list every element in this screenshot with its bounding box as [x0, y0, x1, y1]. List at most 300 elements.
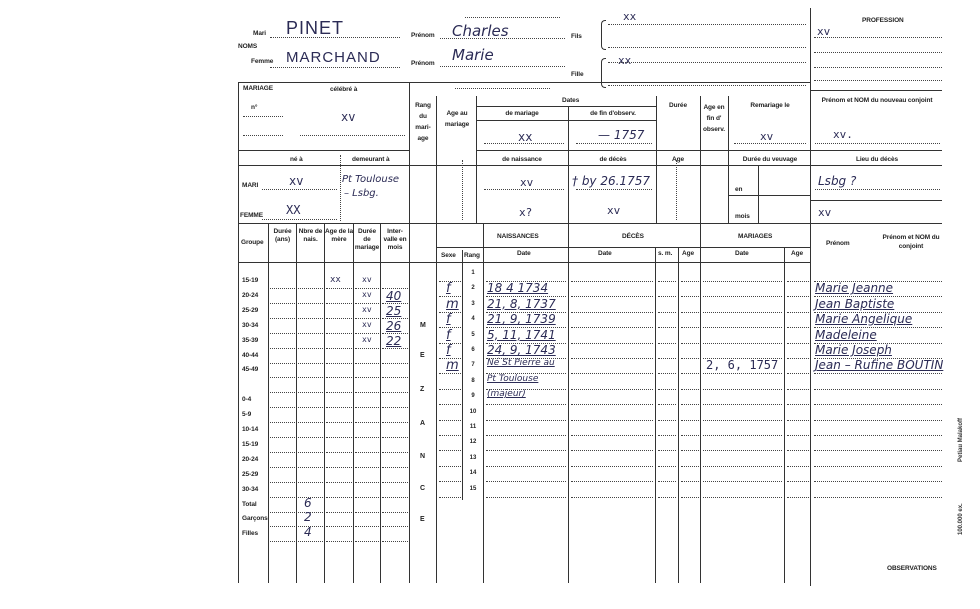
groupe-cell: 20-24: [242, 291, 259, 299]
femme-nom: MARCHAND: [286, 49, 381, 66]
sm-label: s. m.: [658, 250, 673, 257]
duree-mariage-cell: xv: [362, 289, 372, 299]
demeurant-label: demeurant à: [352, 156, 390, 163]
age-fin-label: Age en fin d' observ.: [703, 104, 725, 133]
row-rule: [326, 392, 352, 393]
mari-prenom-label: Prénom: [411, 32, 435, 39]
printer-text: Petiau Malakoff: [958, 417, 964, 462]
copies-text: 100.000 ex.: [958, 503, 964, 535]
row-rule: [658, 497, 676, 498]
row-rule: [658, 281, 676, 282]
row-rule: [326, 497, 352, 498]
row-rule: [326, 363, 352, 364]
de-mariage-label: de mariage: [505, 110, 539, 117]
naissance-cell: Né St Pierre au: [487, 358, 555, 369]
row-rule: [382, 407, 408, 408]
prenom-col-label: Prénom: [826, 240, 850, 247]
row-rule: [298, 288, 323, 289]
row-rule: [326, 318, 352, 319]
row-rule: [298, 363, 323, 364]
femme-prenom-label: Prénom: [411, 60, 435, 67]
date-mariage-value: xx: [518, 130, 533, 144]
row-rule: [326, 333, 352, 334]
row-rule: [298, 392, 323, 393]
groupe-cell: 25-29: [242, 306, 259, 314]
row-rule: [814, 373, 942, 374]
row-rule: [658, 358, 676, 359]
row-rule: [703, 420, 782, 421]
profession-value: xv: [817, 25, 831, 38]
femme-ne-value: XX: [286, 203, 301, 217]
observations-label: OBSERVATIONS: [887, 565, 937, 572]
row-rule: [270, 363, 295, 364]
rang-cell: 8: [471, 377, 475, 384]
groupe-cell: Garçons: [242, 515, 268, 523]
femme-deces-value: xv: [607, 204, 621, 217]
row-rule: [787, 327, 809, 328]
naissance-cell: 21, 8, 1737: [487, 296, 556, 311]
age-mere-cell: xx: [330, 275, 341, 285]
row-rule: [439, 373, 461, 374]
mariages-date-label: Date: [735, 250, 749, 257]
row-rule: [382, 392, 408, 393]
intervalle-cell: 25: [386, 303, 402, 318]
row-rule: [355, 526, 379, 527]
row-rule: [270, 467, 295, 468]
duree-mariage-cell: xv: [362, 319, 372, 329]
row-rule: [326, 512, 352, 513]
lieu-deces-label: Lieu du décès: [855, 156, 899, 163]
nbre-nais-label: Nbre de nais.: [298, 228, 323, 243]
row-rule: [703, 327, 782, 328]
side-letter: A: [420, 420, 425, 427]
fils-label: Fils: [571, 33, 582, 40]
row-rule: [382, 541, 408, 542]
row-rule: [486, 466, 566, 467]
row-rule: [355, 497, 379, 498]
row-rule: [382, 512, 408, 513]
row-rule: [681, 435, 699, 436]
row-rule: [382, 452, 408, 453]
row-rule: [382, 348, 408, 349]
mari-demeurant-value: Pt Toulouse: [342, 174, 400, 185]
row-rule: [270, 437, 295, 438]
prenom-cell: Jean Baptiste: [815, 296, 895, 311]
row-rule: [703, 466, 782, 467]
naissance-cell: Pt Toulouse: [487, 373, 539, 384]
row-rule: [703, 481, 782, 482]
row-rule: [703, 404, 782, 405]
sexe-label: Sexe: [441, 252, 456, 259]
row-rule: [298, 303, 323, 304]
row-rule: [787, 389, 809, 390]
rang-cell: 12: [469, 439, 477, 446]
row-rule: [326, 437, 352, 438]
row-rule: [439, 450, 461, 451]
row-rule: [658, 404, 676, 405]
row-rule: [439, 481, 461, 482]
prenom-cell: Marie Jeanne: [815, 281, 894, 296]
row-rule: [658, 420, 676, 421]
rang-cell: 7: [471, 362, 475, 369]
row-rule: [571, 343, 653, 344]
deces-date-label: Date: [598, 250, 612, 257]
row-rule: [571, 420, 653, 421]
row-rule: [355, 288, 379, 289]
naissance-cell: 21, 9, 1739: [487, 312, 556, 327]
row-rule: [681, 358, 699, 359]
duree-mariage-cell: xv: [362, 275, 372, 284]
dates-label: Dates: [562, 97, 580, 104]
row-rule: [355, 303, 379, 304]
row-rule: [355, 363, 379, 364]
age-mere-label: Age de la mère: [325, 228, 353, 243]
row-rule: [787, 312, 809, 313]
row-rule: [270, 497, 295, 498]
side-letter: E: [420, 516, 425, 523]
groupe-cell: 30-34: [242, 321, 259, 329]
row-rule: [298, 348, 323, 349]
row-rule: [571, 312, 653, 313]
row-rule: [703, 389, 782, 390]
row-rule: [382, 497, 408, 498]
row-rule: [658, 481, 676, 482]
row-rule: [787, 373, 809, 374]
row-rule: [814, 450, 942, 451]
row-rule: [814, 466, 942, 467]
rang-cell: 13: [469, 454, 477, 461]
row-rule: [298, 318, 323, 319]
rang-cell: 14: [469, 470, 477, 477]
ne-label: né à: [290, 156, 303, 163]
row-rule: [270, 422, 295, 423]
mari-deces-value: † by 26.1757: [572, 174, 650, 188]
duree-mariage-label: Durée de mariage: [354, 228, 380, 251]
row-rule: [298, 452, 323, 453]
row-rule: [355, 348, 379, 349]
row-rule: [658, 373, 676, 374]
row-rule: [571, 404, 653, 405]
sexe-cell: f: [446, 281, 451, 297]
row-rule: [486, 420, 566, 421]
intervalle-cell: 22: [386, 333, 402, 348]
row-rule: [326, 482, 352, 483]
row-rule: [355, 333, 379, 334]
row-rule: [326, 377, 352, 378]
row-rule: [326, 422, 352, 423]
row-rule: [439, 497, 461, 498]
row-rule: [787, 296, 809, 297]
row-rule: [787, 435, 809, 436]
row-rule: [439, 420, 461, 421]
row-rule: [355, 318, 379, 319]
row-rule: [658, 327, 676, 328]
row-rule: [681, 312, 699, 313]
prenom-cell: Madeleine: [815, 327, 877, 342]
row-rule: [486, 404, 566, 405]
row-rule: [326, 467, 352, 468]
row-rule: [270, 303, 295, 304]
row-rule: [787, 404, 809, 405]
side-letter: C: [420, 485, 425, 492]
sexe-cell: m: [446, 358, 459, 374]
age-col-label: Age: [672, 156, 684, 163]
duree-mariage-cell: xv: [362, 334, 372, 344]
femme-naissance-value: x?: [519, 206, 533, 219]
rang-label: Rang: [464, 252, 480, 259]
row-rule: [486, 450, 566, 451]
row-rule: [326, 452, 352, 453]
row-rule: [814, 404, 942, 405]
rang-cell: 6: [471, 347, 475, 353]
row-rule: [355, 437, 379, 438]
filles-value: 4: [304, 525, 312, 540]
rang-cell: 9: [471, 393, 475, 400]
row-rule: [270, 407, 295, 408]
row-rule: [703, 450, 782, 451]
row-rule: [681, 343, 699, 344]
row-rule: [814, 435, 942, 436]
row-rule: [658, 296, 676, 297]
row-rule: [787, 281, 809, 282]
row-rule: [486, 435, 566, 436]
groupe-cell: 5-9: [242, 411, 252, 419]
row-rule: [270, 333, 295, 334]
row-rule: [355, 422, 379, 423]
row-rule: [571, 327, 653, 328]
total-value: 6: [304, 495, 312, 510]
rang-cell: 11: [469, 424, 477, 430]
naissance-label: de naissance: [502, 156, 542, 163]
rang-mariage-label: Rang du mari- age: [415, 102, 431, 142]
de-fin-label: de fin d'observ.: [590, 110, 636, 117]
row-rule: [355, 512, 379, 513]
mois-label: mois: [735, 213, 750, 220]
row-rule: [298, 422, 323, 423]
row-rule: [382, 363, 408, 364]
row-rule: [787, 466, 809, 467]
femme-row-label: FEMME: [240, 212, 263, 219]
mariage-title: MARIAGE: [243, 85, 273, 92]
row-rule: [703, 373, 782, 374]
groupe-cell: 35-39: [242, 336, 259, 344]
rang-cell: 15: [469, 485, 477, 492]
row-rule: [355, 392, 379, 393]
intervalle-cell: 40: [386, 288, 402, 303]
rang-cell: 5: [471, 331, 475, 338]
row-rule: [355, 541, 379, 542]
en-label: en: [735, 186, 743, 193]
row-rule: [355, 452, 379, 453]
row-rule: [787, 420, 809, 421]
side-letter: N: [420, 453, 425, 460]
age-mariage-label: Age au mariage: [444, 110, 470, 128]
row-rule: [681, 450, 699, 451]
row-rule: [270, 526, 295, 527]
profession-label: PROFESSION: [862, 17, 904, 24]
row-rule: [703, 497, 782, 498]
row-rule: [681, 327, 699, 328]
row-rule: [270, 318, 295, 319]
mariages-age-label: Age: [791, 250, 803, 257]
rang-cell: 1: [471, 270, 475, 276]
row-rule: [270, 512, 295, 513]
femme-label: Femme: [251, 58, 274, 65]
row-rule: [298, 482, 323, 483]
side-letter: Z: [420, 386, 425, 393]
sexe-cell: f: [446, 312, 451, 328]
row-rule: [270, 392, 295, 393]
row-rule: [658, 450, 676, 451]
groupe-cell: Filles: [242, 530, 259, 538]
rang-cell: 10: [469, 408, 477, 415]
femme-prenom: Marie: [452, 46, 494, 64]
mariages-col-label: MARIAGES: [738, 233, 773, 240]
sexe-cell: f: [446, 327, 451, 343]
row-rule: [703, 343, 782, 344]
row-rule: [298, 437, 323, 438]
row-rule: [658, 343, 676, 344]
row-rule: [270, 541, 295, 542]
side-letter: E: [420, 352, 425, 359]
row-rule: [681, 404, 699, 405]
deces-age-label: Age: [682, 250, 694, 257]
celebre-label: célébré à: [330, 86, 358, 93]
row-rule: [326, 303, 352, 304]
row-rule: [571, 497, 653, 498]
groupe-cell: Total: [242, 500, 257, 508]
groupe-cell: 30-34: [242, 485, 259, 493]
noms-label: NOMS: [238, 43, 258, 50]
row-rule: [681, 389, 699, 390]
prenom-cell: Marie Joseph: [815, 343, 892, 357]
date-fin-value: — 1757: [598, 128, 645, 142]
groupe-cell: 0-4: [242, 396, 252, 404]
row-rule: [571, 358, 653, 359]
duree-mariage-cell: xv: [362, 304, 372, 314]
groupe-cell: 25-29: [242, 470, 259, 478]
row-rule: [326, 526, 352, 527]
rang-cell: 2: [471, 285, 475, 292]
row-rule: [270, 482, 295, 483]
row-rule: [681, 420, 699, 421]
row-rule: [787, 450, 809, 451]
row-rule: [658, 435, 676, 436]
mari-row-label: MARI: [242, 182, 259, 189]
row-rule: [571, 281, 653, 282]
row-rule: [703, 296, 782, 297]
row-rule: [571, 435, 653, 436]
row-rule: [298, 407, 323, 408]
nouveau-conjoint-value: xv.: [833, 128, 853, 141]
rang-cell: 4: [471, 316, 475, 323]
row-rule: [814, 481, 942, 482]
row-rule: [439, 404, 461, 405]
row-rule: [326, 541, 352, 542]
row-rule: [382, 482, 408, 483]
row-rule: [814, 420, 942, 421]
groupe-cell: 10-14: [242, 426, 259, 433]
remariage-value: xv: [760, 130, 774, 143]
row-rule: [681, 466, 699, 467]
row-rule: [326, 348, 352, 349]
row-rule: [681, 281, 699, 282]
row-rule: [382, 422, 408, 423]
row-rule: [439, 466, 461, 467]
row-rule: [326, 407, 352, 408]
row-rule: [270, 288, 295, 289]
row-rule: [355, 482, 379, 483]
row-rule: [439, 435, 461, 436]
row-rule: [571, 373, 653, 374]
row-rule: [355, 407, 379, 408]
mariage-date-cell: 2, 6, 1757: [706, 358, 779, 373]
naissance-cell: 24, 9, 1743: [487, 343, 556, 357]
row-rule: [787, 358, 809, 359]
mari-ne-value: xv: [289, 174, 304, 188]
row-rule: [681, 373, 699, 374]
row-rule: [681, 296, 699, 297]
row-rule: [486, 497, 566, 498]
naissance-cell: (majeur): [487, 389, 526, 400]
mari-prenom: Charles: [452, 22, 509, 40]
groupe-cell: 20-24: [242, 455, 259, 463]
row-rule: [814, 497, 942, 498]
row-rule: [787, 481, 809, 482]
duree-veuvage-label: Durée du veuvage: [742, 156, 798, 163]
row-rule: [439, 389, 461, 390]
row-rule: [571, 466, 653, 467]
row-rule: [787, 497, 809, 498]
row-rule: [298, 467, 323, 468]
mari-label: Mari: [253, 30, 266, 37]
fille-label: Fille: [571, 71, 584, 78]
side-letter: M: [420, 322, 426, 329]
groupe-label: Groupe: [241, 239, 264, 246]
row-rule: [382, 377, 408, 378]
naissance-date-label: Date: [517, 250, 531, 257]
groupe-cell: 15-19: [242, 277, 259, 284]
rang-cell: 3: [471, 300, 475, 307]
row-rule: [382, 526, 408, 527]
numero-label: n°: [251, 104, 258, 111]
intervalle-label: Inter- valle en mois: [383, 228, 407, 251]
row-rule: [571, 389, 653, 390]
row-rule: [270, 348, 295, 349]
row-rule: [703, 312, 782, 313]
row-rule: [270, 377, 295, 378]
row-rule: [703, 281, 782, 282]
lieu-deces-value: Lsbg ?: [818, 174, 857, 188]
mari-naissance-value: xv: [520, 176, 534, 189]
intervalle-cell: 26: [386, 318, 402, 333]
row-rule: [703, 435, 782, 436]
groupe-cell: 15-19: [242, 440, 259, 448]
row-rule: [486, 481, 566, 482]
groupe-cell: 45-49: [242, 366, 259, 374]
sexe-cell: m: [446, 296, 459, 312]
row-rule: [571, 296, 653, 297]
row-rule: [382, 467, 408, 468]
row-rule: [270, 452, 295, 453]
prenom-cell: Jean – Rufine BOUTIN: [815, 358, 944, 373]
duree-label: Durée: [669, 102, 687, 109]
row-rule: [382, 437, 408, 438]
row-rule: [355, 377, 379, 378]
row-rule: [658, 312, 676, 313]
row-rule: [571, 481, 653, 482]
row-rule: [298, 377, 323, 378]
